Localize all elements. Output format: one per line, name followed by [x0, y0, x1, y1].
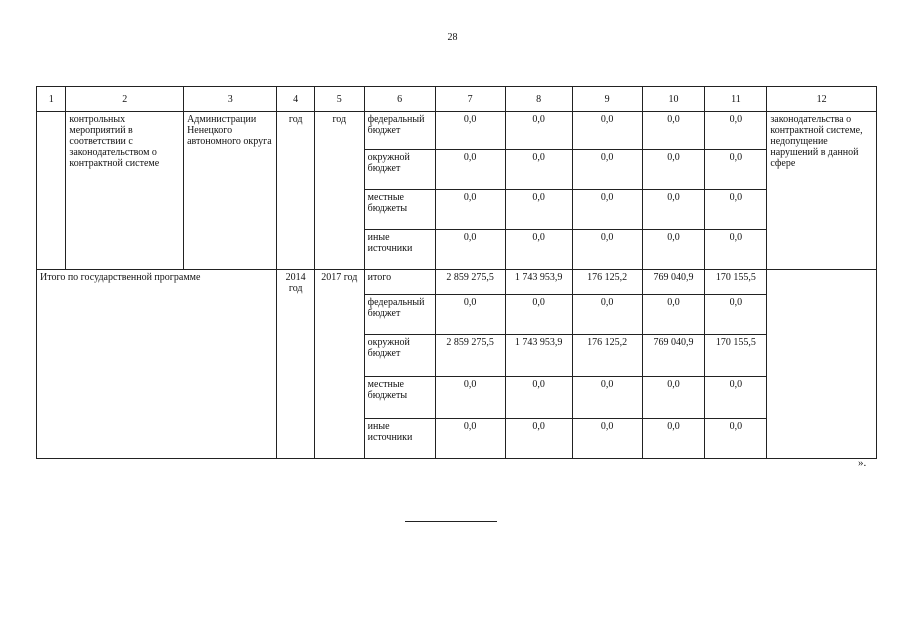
funding-source-cell: окружной бюджет [364, 335, 435, 377]
funding-source-cell: окружной бюджет [364, 150, 435, 190]
amount-cell: 0,0 [572, 190, 642, 230]
amount-cell: 0,0 [435, 230, 505, 270]
amount-cell: 0,0 [572, 419, 642, 459]
amount-cell: 0,0 [505, 112, 572, 150]
amount-cell: 0,0 [705, 230, 767, 270]
total-label-cell: Итого по государственной программе [37, 270, 277, 459]
amount-cell: 0,0 [435, 190, 505, 230]
funding-source-cell: итого [364, 270, 435, 295]
column-number-header: 4 [277, 87, 315, 112]
amount-cell: 0,0 [435, 150, 505, 190]
amount-cell: 0,0 [642, 190, 705, 230]
start-year-cell: год [277, 112, 315, 270]
row-number-cell [37, 112, 66, 270]
amount-cell: 0,0 [572, 377, 642, 419]
amount-cell: 0,0 [642, 150, 705, 190]
amount-cell: 176 125,2 [572, 335, 642, 377]
column-number-header: 5 [314, 87, 364, 112]
amount-cell: 0,0 [642, 419, 705, 459]
amount-cell: 769 040,9 [642, 335, 705, 377]
amount-cell: 0,0 [705, 419, 767, 459]
amount-cell: 0,0 [505, 377, 572, 419]
amount-cell: 170 155,5 [705, 270, 767, 295]
divider-line [405, 521, 497, 522]
amount-cell: 0,0 [705, 377, 767, 419]
page-number: 28 [447, 32, 458, 43]
budget-table [36, 86, 877, 459]
amount-cell: 2 859 275,5 [435, 270, 505, 295]
amount-cell: 0,0 [572, 150, 642, 190]
amount-cell: 0,0 [705, 150, 767, 190]
table-header-row [37, 87, 877, 112]
table-row [37, 112, 877, 150]
amount-cell: 0,0 [435, 377, 505, 419]
total-result-cell [767, 270, 877, 459]
funding-source-cell: местные бюджеты [364, 190, 435, 230]
amount-cell: 0,0 [572, 112, 642, 150]
column-number-header: 3 [184, 87, 277, 112]
funding-source-cell: иные источники [364, 419, 435, 459]
column-number-header: 9 [572, 87, 642, 112]
amount-cell: 1 743 953,9 [505, 335, 572, 377]
amount-cell: 0,0 [642, 230, 705, 270]
table-row [37, 270, 877, 295]
column-number-header: 8 [505, 87, 572, 112]
amount-cell: 2 859 275,5 [435, 335, 505, 377]
amount-cell: 0,0 [435, 112, 505, 150]
column-number-header: 10 [642, 87, 705, 112]
column-number-header: 12 [767, 87, 877, 112]
amount-cell: 0,0 [572, 230, 642, 270]
amount-cell: 0,0 [505, 230, 572, 270]
amount-cell: 1 743 953,9 [505, 270, 572, 295]
amount-cell: 170 155,5 [705, 335, 767, 377]
expected-result-cell: законодательства о контрактной системе, недопущение нарушений в данной сфере [767, 112, 877, 270]
total-end-year-cell: 2017 год [314, 270, 364, 459]
amount-cell: 0,0 [435, 295, 505, 335]
total-start-year-cell: 2014 год [277, 270, 315, 459]
amount-cell: 0,0 [572, 295, 642, 335]
amount-cell: 0,0 [642, 112, 705, 150]
funding-source-cell: местные бюджеты [364, 377, 435, 419]
amount-cell: 0,0 [505, 419, 572, 459]
column-number-header: 1 [37, 87, 66, 112]
funding-source-cell: иные источники [364, 230, 435, 270]
amount-cell: 176 125,2 [572, 270, 642, 295]
amount-cell: 0,0 [642, 377, 705, 419]
amount-cell: 0,0 [705, 295, 767, 335]
executor-cell: Администрации Ненецкого автономного округа [184, 112, 277, 270]
measure-description-cell: контрольных мероприятий в соответствии с законодательством о контрактной системе [66, 112, 184, 270]
column-number-header: 7 [435, 87, 505, 112]
amount-cell: 0,0 [435, 419, 505, 459]
column-number-header: 2 [66, 87, 184, 112]
amount-cell: 0,0 [705, 190, 767, 230]
amount-cell: 0,0 [505, 190, 572, 230]
amount-cell: 0,0 [505, 150, 572, 190]
amount-cell: 0,0 [705, 112, 767, 150]
amount-cell: 0,0 [505, 295, 572, 335]
end-year-cell: год [314, 112, 364, 270]
amount-cell: 769 040,9 [642, 270, 705, 295]
column-number-header: 6 [364, 87, 435, 112]
funding-source-cell: федеральный бюджет [364, 112, 435, 150]
column-number-header: 11 [705, 87, 767, 112]
funding-source-cell: федеральный бюджет [364, 295, 435, 335]
closing-quote-mark: ». [858, 457, 867, 469]
amount-cell: 0,0 [642, 295, 705, 335]
